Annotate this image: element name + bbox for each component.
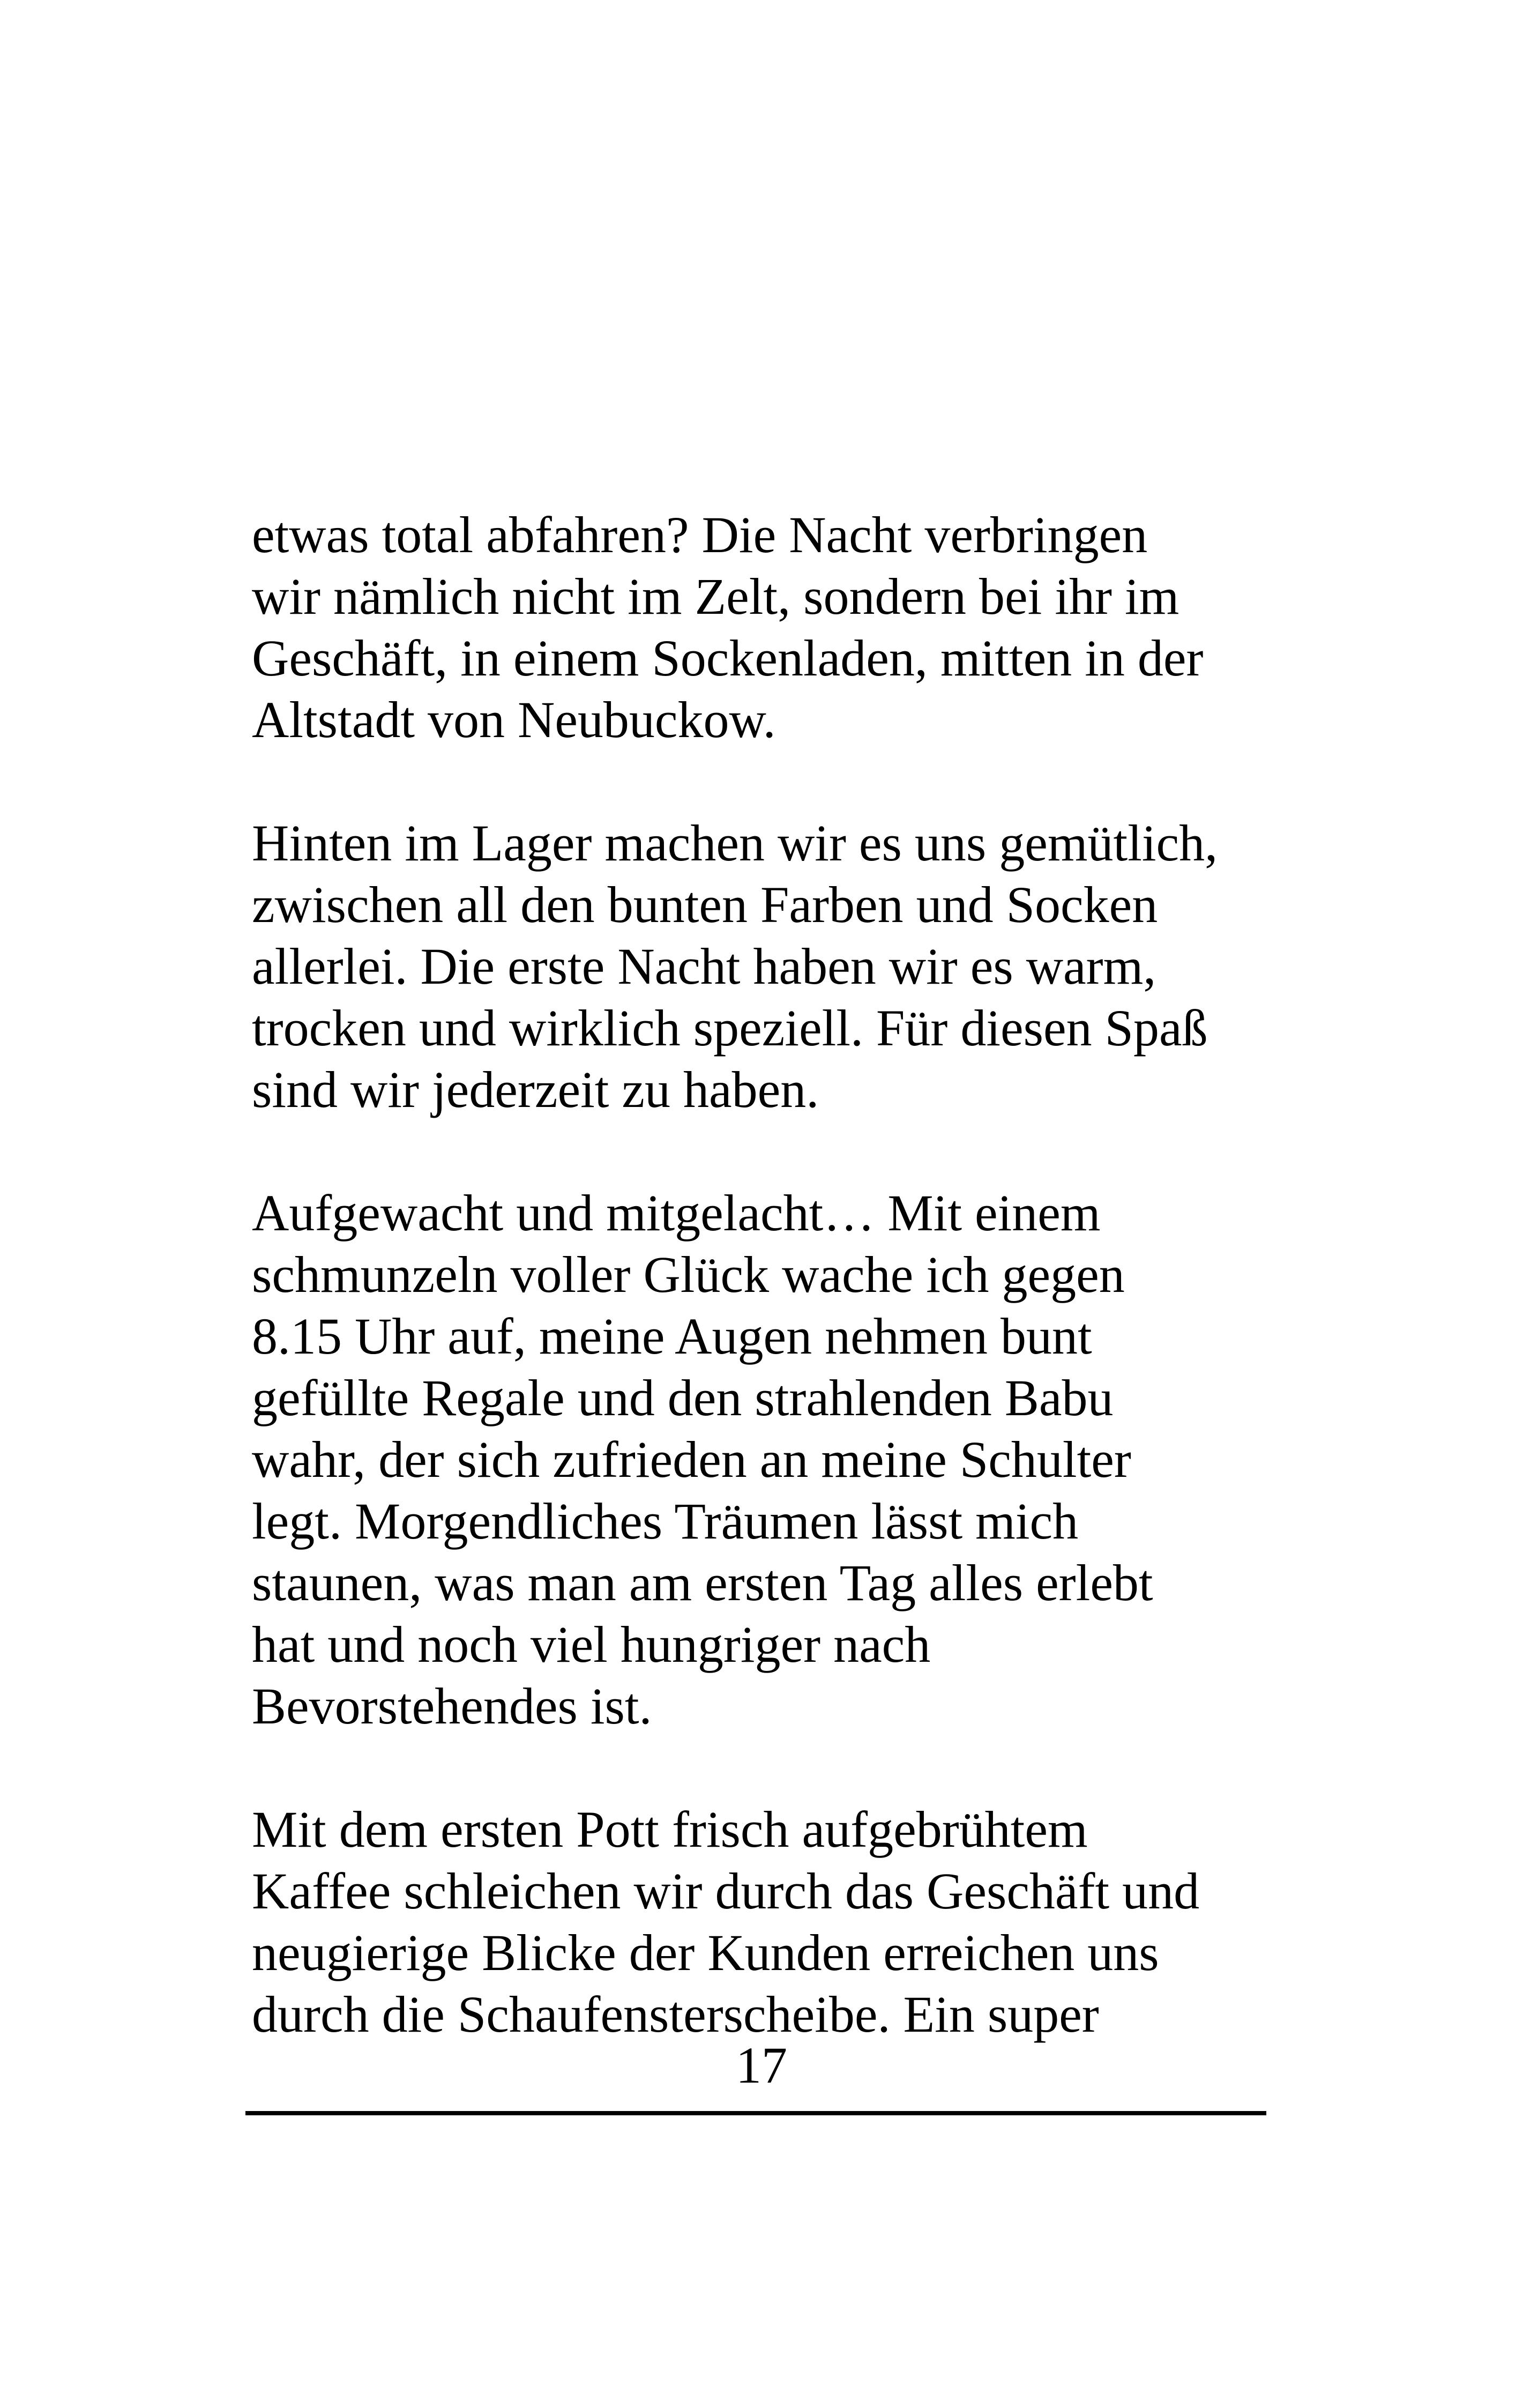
text-line: etwas total abfahren? Die Nacht verbringen xyxy=(252,506,1148,563)
paragraph-1 xyxy=(252,504,1297,750)
text-line: staunen, was man am ersten Tag alles erlebt xyxy=(252,1554,1153,1611)
page-number: 17 xyxy=(736,2037,787,2094)
text-line: Bevorstehendes ist. xyxy=(252,1677,652,1735)
text-line: Mit dem ersten Pott frisch aufgebrühtem xyxy=(252,1801,1088,1858)
text-line: zwischen all den bunten Farben und Socken xyxy=(252,876,1158,933)
text-line: wir nämlich nicht im Zelt, sondern bei ihr im xyxy=(252,568,1179,625)
text-line: sind wir jederzeit zu haben. xyxy=(252,1061,819,1118)
text-line: schmunzeln voller Glück wache ich gegen xyxy=(252,1246,1125,1303)
paragraph-2 xyxy=(252,812,1297,1120)
text-line: gefüllte Regale und den strahlenden Babu xyxy=(252,1369,1114,1426)
text-line: hat und noch viel hungriger nach xyxy=(252,1616,931,1673)
paragraph-4 xyxy=(252,1798,1297,2045)
body-text xyxy=(252,504,1297,2107)
text-line: Geschäft, in einem Sockenladen, mitten in der xyxy=(252,629,1204,687)
text-line: Aufgewacht und mitgelacht… Mit einem xyxy=(252,1184,1101,1242)
text-line: legt. Morgendliches Träumen lässt mich xyxy=(252,1492,1079,1550)
text-line: 8.15 Uhr auf, meine Augen nehmen bunt xyxy=(252,1307,1092,1365)
text-line: allerlei. Die erste Nacht haben wir es warm, xyxy=(252,938,1156,995)
footer-divider xyxy=(245,2111,1266,2115)
text-line: wahr, der sich zufrieden an meine Schulter xyxy=(252,1431,1131,1488)
text-line: Hinten im Lager machen wir es uns gemütlich, xyxy=(252,814,1218,872)
text-line: Altstadt von Neubuckow. xyxy=(252,691,776,748)
text-line: neugierige Blicke der Kunden erreichen uns xyxy=(252,1924,1159,1981)
text-line: Kaffee schleichen wir durch das Geschäft und xyxy=(252,1862,1200,1920)
text-line: trocken und wirklich speziell. Für diesen Spaß xyxy=(252,999,1208,1057)
paragraph-3 xyxy=(252,1182,1297,1737)
text-line: durch die Schaufensterscheibe. Ein super xyxy=(252,1986,1099,2043)
